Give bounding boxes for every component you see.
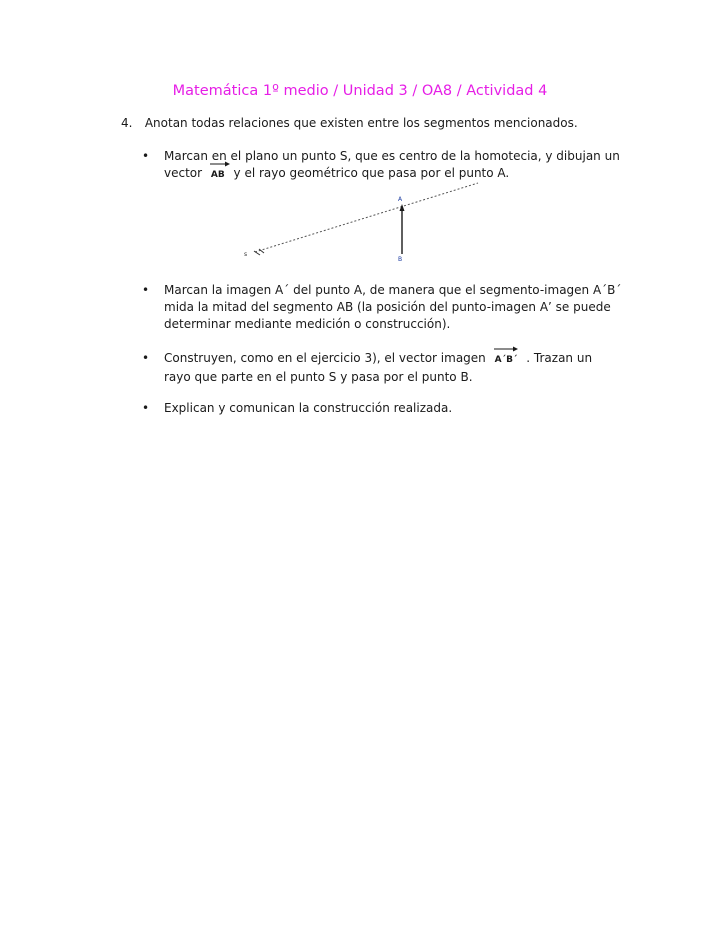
vector-label: A´B´ — [494, 355, 518, 365]
bullet-text: Explican y comunican la construcción realizada. — [164, 401, 453, 415]
vector-arrow-icon — [209, 161, 231, 167]
vector-notation — [493, 352, 520, 369]
activity-item — [121, 116, 578, 130]
vector-notation — [209, 167, 227, 184]
bullet-text-part: Construyen, como en el ejercicio 3), el vector imagen — [164, 351, 486, 365]
vector-label: AB — [210, 170, 225, 180]
bullet-text — [164, 350, 622, 386]
point-s-tick — [254, 251, 260, 255]
bullet-dot: • — [142, 149, 150, 163]
bullet-dot: • — [142, 283, 150, 297]
vector-arrow-icon — [493, 346, 519, 352]
bullet-dot: • — [142, 351, 150, 365]
point-s-label: s — [244, 251, 248, 258]
ray-line — [255, 183, 478, 252]
point-b-label: B — [398, 256, 403, 263]
bullet-text-part: Marcan en el plano un punto S, que es centro de la homotecia, y dibujan un vector — [164, 149, 620, 180]
page-title: Matemática 1º medio / Unidad 3 / OA8 / Actividad 4 — [172, 83, 548, 99]
vector-ab-arrowhead — [400, 204, 405, 211]
bullet-item — [142, 400, 622, 417]
bullet-text-part: . Trazan un rayo que parte en el punto S y pasa por el punto B. — [164, 351, 593, 384]
activity-number: 4. — [121, 116, 133, 130]
bullet-text: Marcan la imagen A´ del punto A, de manera que el segmento-imagen A´B´ mida la mitad del segmento AB (la posición del punto-imagen A’ se puede determinar mediante medición o construcción). — [164, 283, 622, 331]
homothety-figure — [230, 180, 490, 265]
bullet-item — [142, 148, 622, 184]
activity-text: Anotan todas relaciones que existen entre los segmentos mencionados. — [144, 116, 578, 130]
bullet-text-part: y el rayo geométrico que pasa por el punto A. — [233, 166, 510, 180]
bullet-item — [142, 350, 622, 386]
bullet-text — [164, 148, 622, 184]
point-a-label: A — [398, 196, 403, 203]
bullet-item — [142, 282, 622, 333]
bullet-dot: • — [142, 401, 150, 415]
